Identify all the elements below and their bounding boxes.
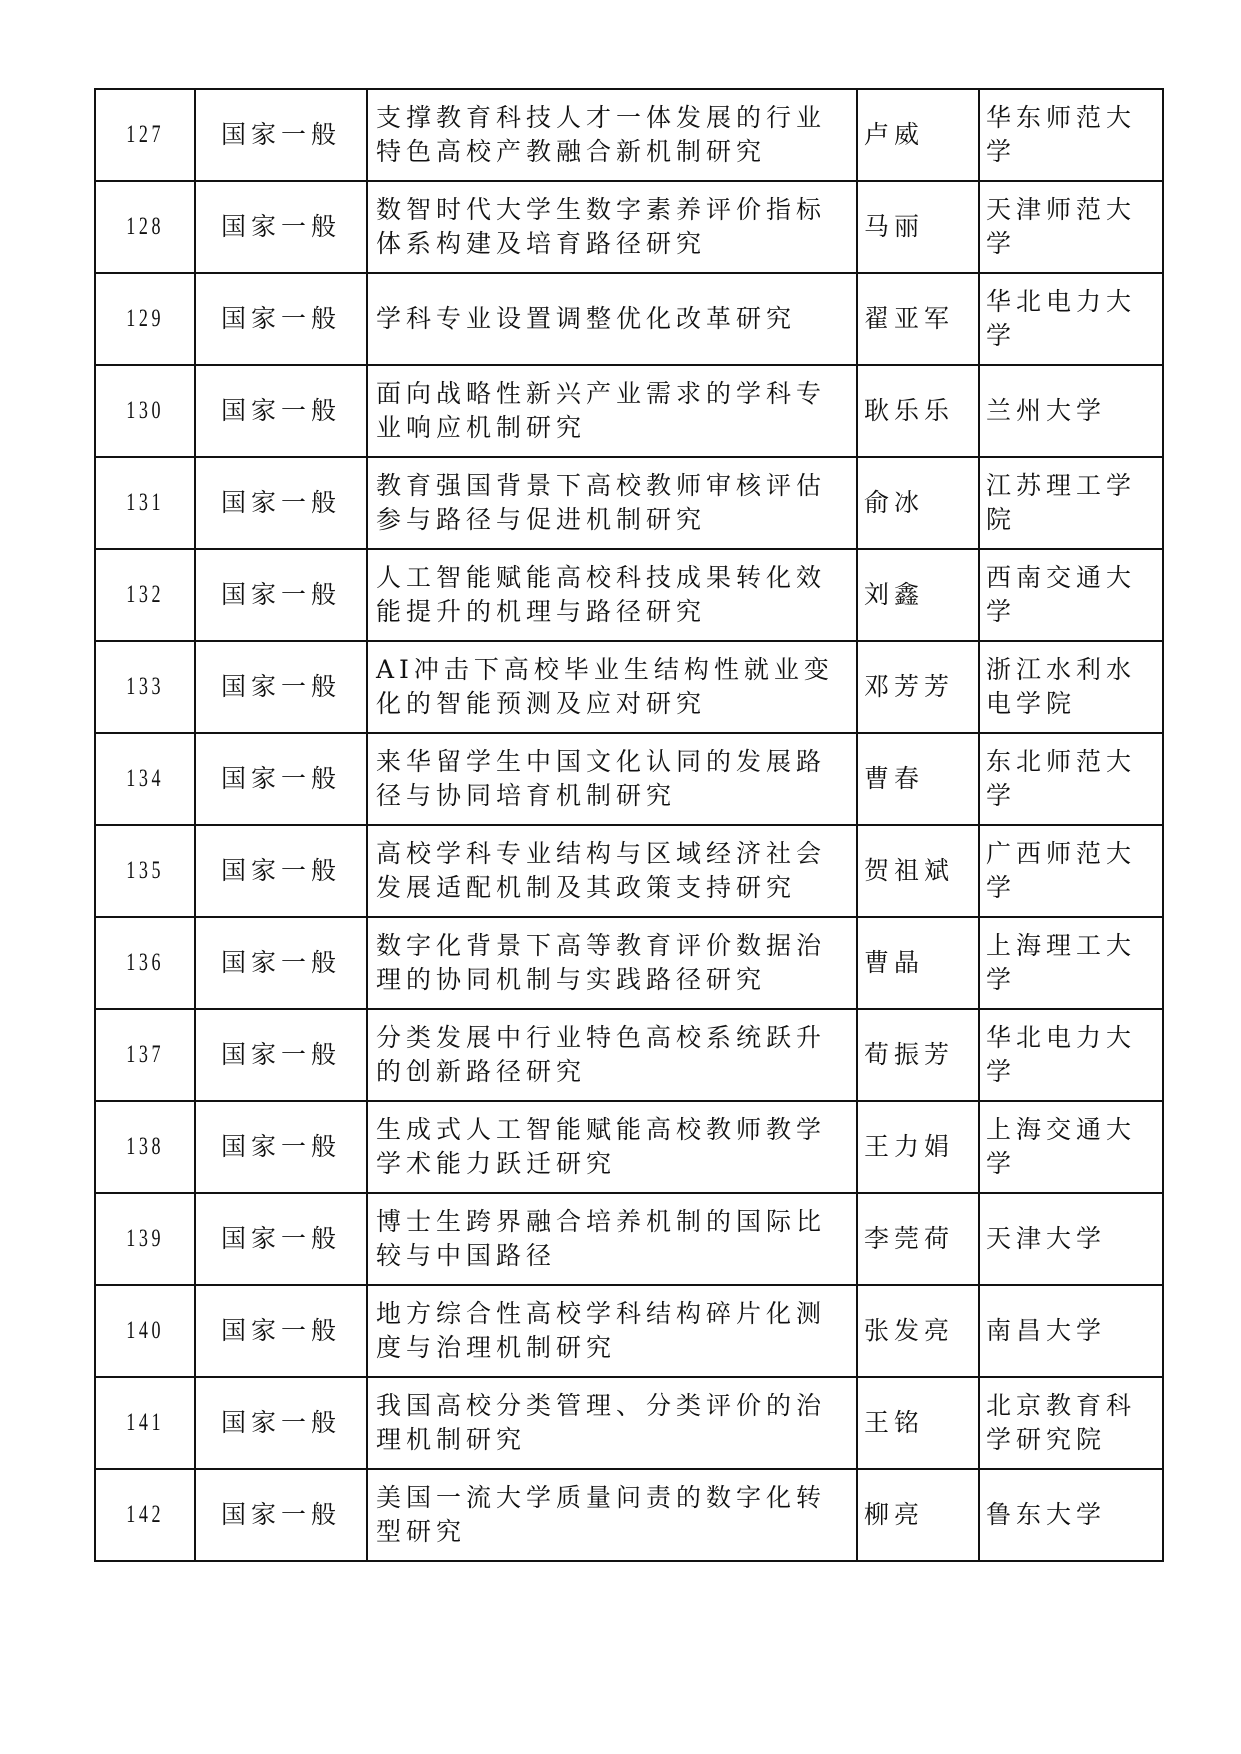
row-number: 128 — [126, 213, 164, 240]
institution-cell: 浙江水利水电学院 — [979, 641, 1163, 733]
project-title-cell: 博士生跨界融合培养机制的国际比较与中国路径 — [367, 1193, 857, 1285]
project-title-cell: 支撑教育科技人才一体发展的行业特色高校产教融合新机制研究 — [367, 89, 857, 181]
principal-investigator-cell: 刘鑫 — [857, 549, 979, 641]
principal-investigator-cell: 马丽 — [857, 181, 979, 273]
project-type-cell: 国家一般 — [195, 549, 367, 641]
project-type-cell: 国家一般 — [195, 181, 367, 273]
project-title-cell: 教育强国背景下高校教师审核评估参与路径与促进机制研究 — [367, 457, 857, 549]
project-type-cell: 国家一般 — [195, 1285, 367, 1377]
row-number: 129 — [126, 305, 164, 332]
row-number-cell — [103, 273, 188, 365]
table-row — [95, 457, 1163, 549]
row-number: 139 — [126, 1225, 164, 1252]
table-row — [95, 1193, 1163, 1285]
project-type-cell: 国家一般 — [195, 917, 367, 1009]
table-row — [95, 1377, 1163, 1469]
project-type-cell: 国家一般 — [195, 1009, 367, 1101]
row-number-cell — [103, 1469, 188, 1561]
row-number-cell — [103, 1285, 188, 1377]
institution-cell: 天津师范大学 — [979, 181, 1163, 273]
institution-cell: 上海理工大学 — [979, 917, 1163, 1009]
table-row — [95, 549, 1163, 641]
institution-cell: 东北师范大学 — [979, 733, 1163, 825]
project-type-cell: 国家一般 — [195, 825, 367, 917]
institution-cell: 南昌大学 — [979, 1285, 1163, 1377]
row-number-cell — [103, 1377, 188, 1469]
principal-investigator-cell: 李莞荷 — [857, 1193, 979, 1285]
project-title-cell: 我国高校分类管理、分类评价的治理机制研究 — [367, 1377, 857, 1469]
project-type-cell: 国家一般 — [195, 733, 367, 825]
project-title-cell: AI冲击下高校毕业生结构性就业变化的智能预测及应对研究 — [367, 641, 857, 733]
table-row — [95, 733, 1163, 825]
row-number: 132 — [126, 581, 164, 608]
institution-cell: 上海交通大学 — [979, 1101, 1163, 1193]
table-row — [95, 1009, 1163, 1101]
project-title-cell: 数字化背景下高等教育评价数据治理的协同机制与实践路径研究 — [367, 917, 857, 1009]
principal-investigator-cell: 翟亚军 — [857, 273, 979, 365]
principal-investigator-cell: 卢威 — [857, 89, 979, 181]
table-row — [95, 273, 1163, 365]
table-row — [95, 825, 1163, 917]
row-number-cell — [103, 1009, 188, 1101]
row-number: 137 — [126, 1041, 164, 1068]
project-type-cell: 国家一般 — [195, 89, 367, 181]
principal-investigator-cell: 俞冰 — [857, 457, 979, 549]
table-row — [95, 181, 1163, 273]
institution-cell: 西南交通大学 — [979, 549, 1163, 641]
project-list-table — [94, 88, 1164, 1562]
institution-cell: 鲁东大学 — [979, 1469, 1163, 1561]
principal-investigator-cell: 王铭 — [857, 1377, 979, 1469]
table-row — [95, 1101, 1163, 1193]
institution-cell: 兰州大学 — [979, 365, 1163, 457]
table-row — [95, 89, 1163, 181]
principal-investigator-cell: 邓芳芳 — [857, 641, 979, 733]
row-number: 142 — [126, 1501, 164, 1528]
row-number-cell — [103, 917, 188, 1009]
institution-cell: 广西师范大学 — [979, 825, 1163, 917]
institution-cell: 江苏理工学院 — [979, 457, 1163, 549]
row-number: 140 — [126, 1317, 164, 1344]
row-number-cell — [103, 365, 188, 457]
institution-cell: 华北电力大学 — [979, 273, 1163, 365]
row-number-cell — [103, 181, 188, 273]
project-title-cell: 学科专业设置调整优化改革研究 — [367, 273, 857, 365]
project-type-cell: 国家一般 — [195, 1101, 367, 1193]
project-title-cell: 人工智能赋能高校科技成果转化效能提升的机理与路径研究 — [367, 549, 857, 641]
project-type-cell: 国家一般 — [195, 457, 367, 549]
principal-investigator-cell: 曹春 — [857, 733, 979, 825]
table-body — [95, 89, 1163, 1561]
institution-cell: 天津大学 — [979, 1193, 1163, 1285]
row-number: 127 — [126, 121, 164, 148]
row-number-cell — [103, 641, 188, 733]
institution-cell: 华北电力大学 — [979, 1009, 1163, 1101]
table-row — [95, 917, 1163, 1009]
project-title-cell: 分类发展中行业特色高校系统跃升的创新路径研究 — [367, 1009, 857, 1101]
row-number-cell — [103, 457, 188, 549]
row-number: 134 — [126, 765, 164, 792]
table-row — [95, 1285, 1163, 1377]
row-number-cell — [103, 825, 188, 917]
row-number: 136 — [126, 949, 164, 976]
institution-cell: 华东师范大学 — [979, 89, 1163, 181]
institution-cell: 北京教育科学研究院 — [979, 1377, 1163, 1469]
table-row — [95, 1469, 1163, 1561]
principal-investigator-cell: 荀振芳 — [857, 1009, 979, 1101]
row-number: 130 — [126, 397, 164, 424]
project-title-cell: 面向战略性新兴产业需求的学科专业响应机制研究 — [367, 365, 857, 457]
principal-investigator-cell: 柳亮 — [857, 1469, 979, 1561]
row-number-cell — [103, 1101, 188, 1193]
row-number-cell — [103, 733, 188, 825]
table-row — [95, 365, 1163, 457]
row-number: 141 — [126, 1409, 164, 1436]
principal-investigator-cell: 曹晶 — [857, 917, 979, 1009]
project-type-cell: 国家一般 — [195, 1193, 367, 1285]
project-title-cell: 高校学科专业结构与区域经济社会发展适配机制及其政策支持研究 — [367, 825, 857, 917]
principal-investigator-cell: 耿乐乐 — [857, 365, 979, 457]
row-number: 133 — [126, 673, 164, 700]
project-type-cell: 国家一般 — [195, 1377, 367, 1469]
project-type-cell: 国家一般 — [195, 641, 367, 733]
principal-investigator-cell: 贺祖斌 — [857, 825, 979, 917]
project-title-cell: 地方综合性高校学科结构碎片化测度与治理机制研究 — [367, 1285, 857, 1377]
principal-investigator-cell: 张发亮 — [857, 1285, 979, 1377]
project-type-cell: 国家一般 — [195, 1469, 367, 1561]
project-title-cell: 数智时代大学生数字素养评价指标体系构建及培育路径研究 — [367, 181, 857, 273]
row-number-cell — [103, 1193, 188, 1285]
row-number-cell — [103, 89, 188, 181]
row-number: 138 — [126, 1133, 164, 1160]
project-type-cell: 国家一般 — [195, 365, 367, 457]
principal-investigator-cell: 王力娟 — [857, 1101, 979, 1193]
project-type-cell: 国家一般 — [195, 273, 367, 365]
row-number: 131 — [126, 489, 164, 516]
row-number: 135 — [126, 857, 164, 884]
project-title-cell: 来华留学生中国文化认同的发展路径与协同培育机制研究 — [367, 733, 857, 825]
table-row — [95, 641, 1163, 733]
project-title-cell: 美国一流大学质量问责的数字化转型研究 — [367, 1469, 857, 1561]
row-number-cell — [103, 549, 188, 641]
project-title-cell: 生成式人工智能赋能高校教师教学学术能力跃迁研究 — [367, 1101, 857, 1193]
